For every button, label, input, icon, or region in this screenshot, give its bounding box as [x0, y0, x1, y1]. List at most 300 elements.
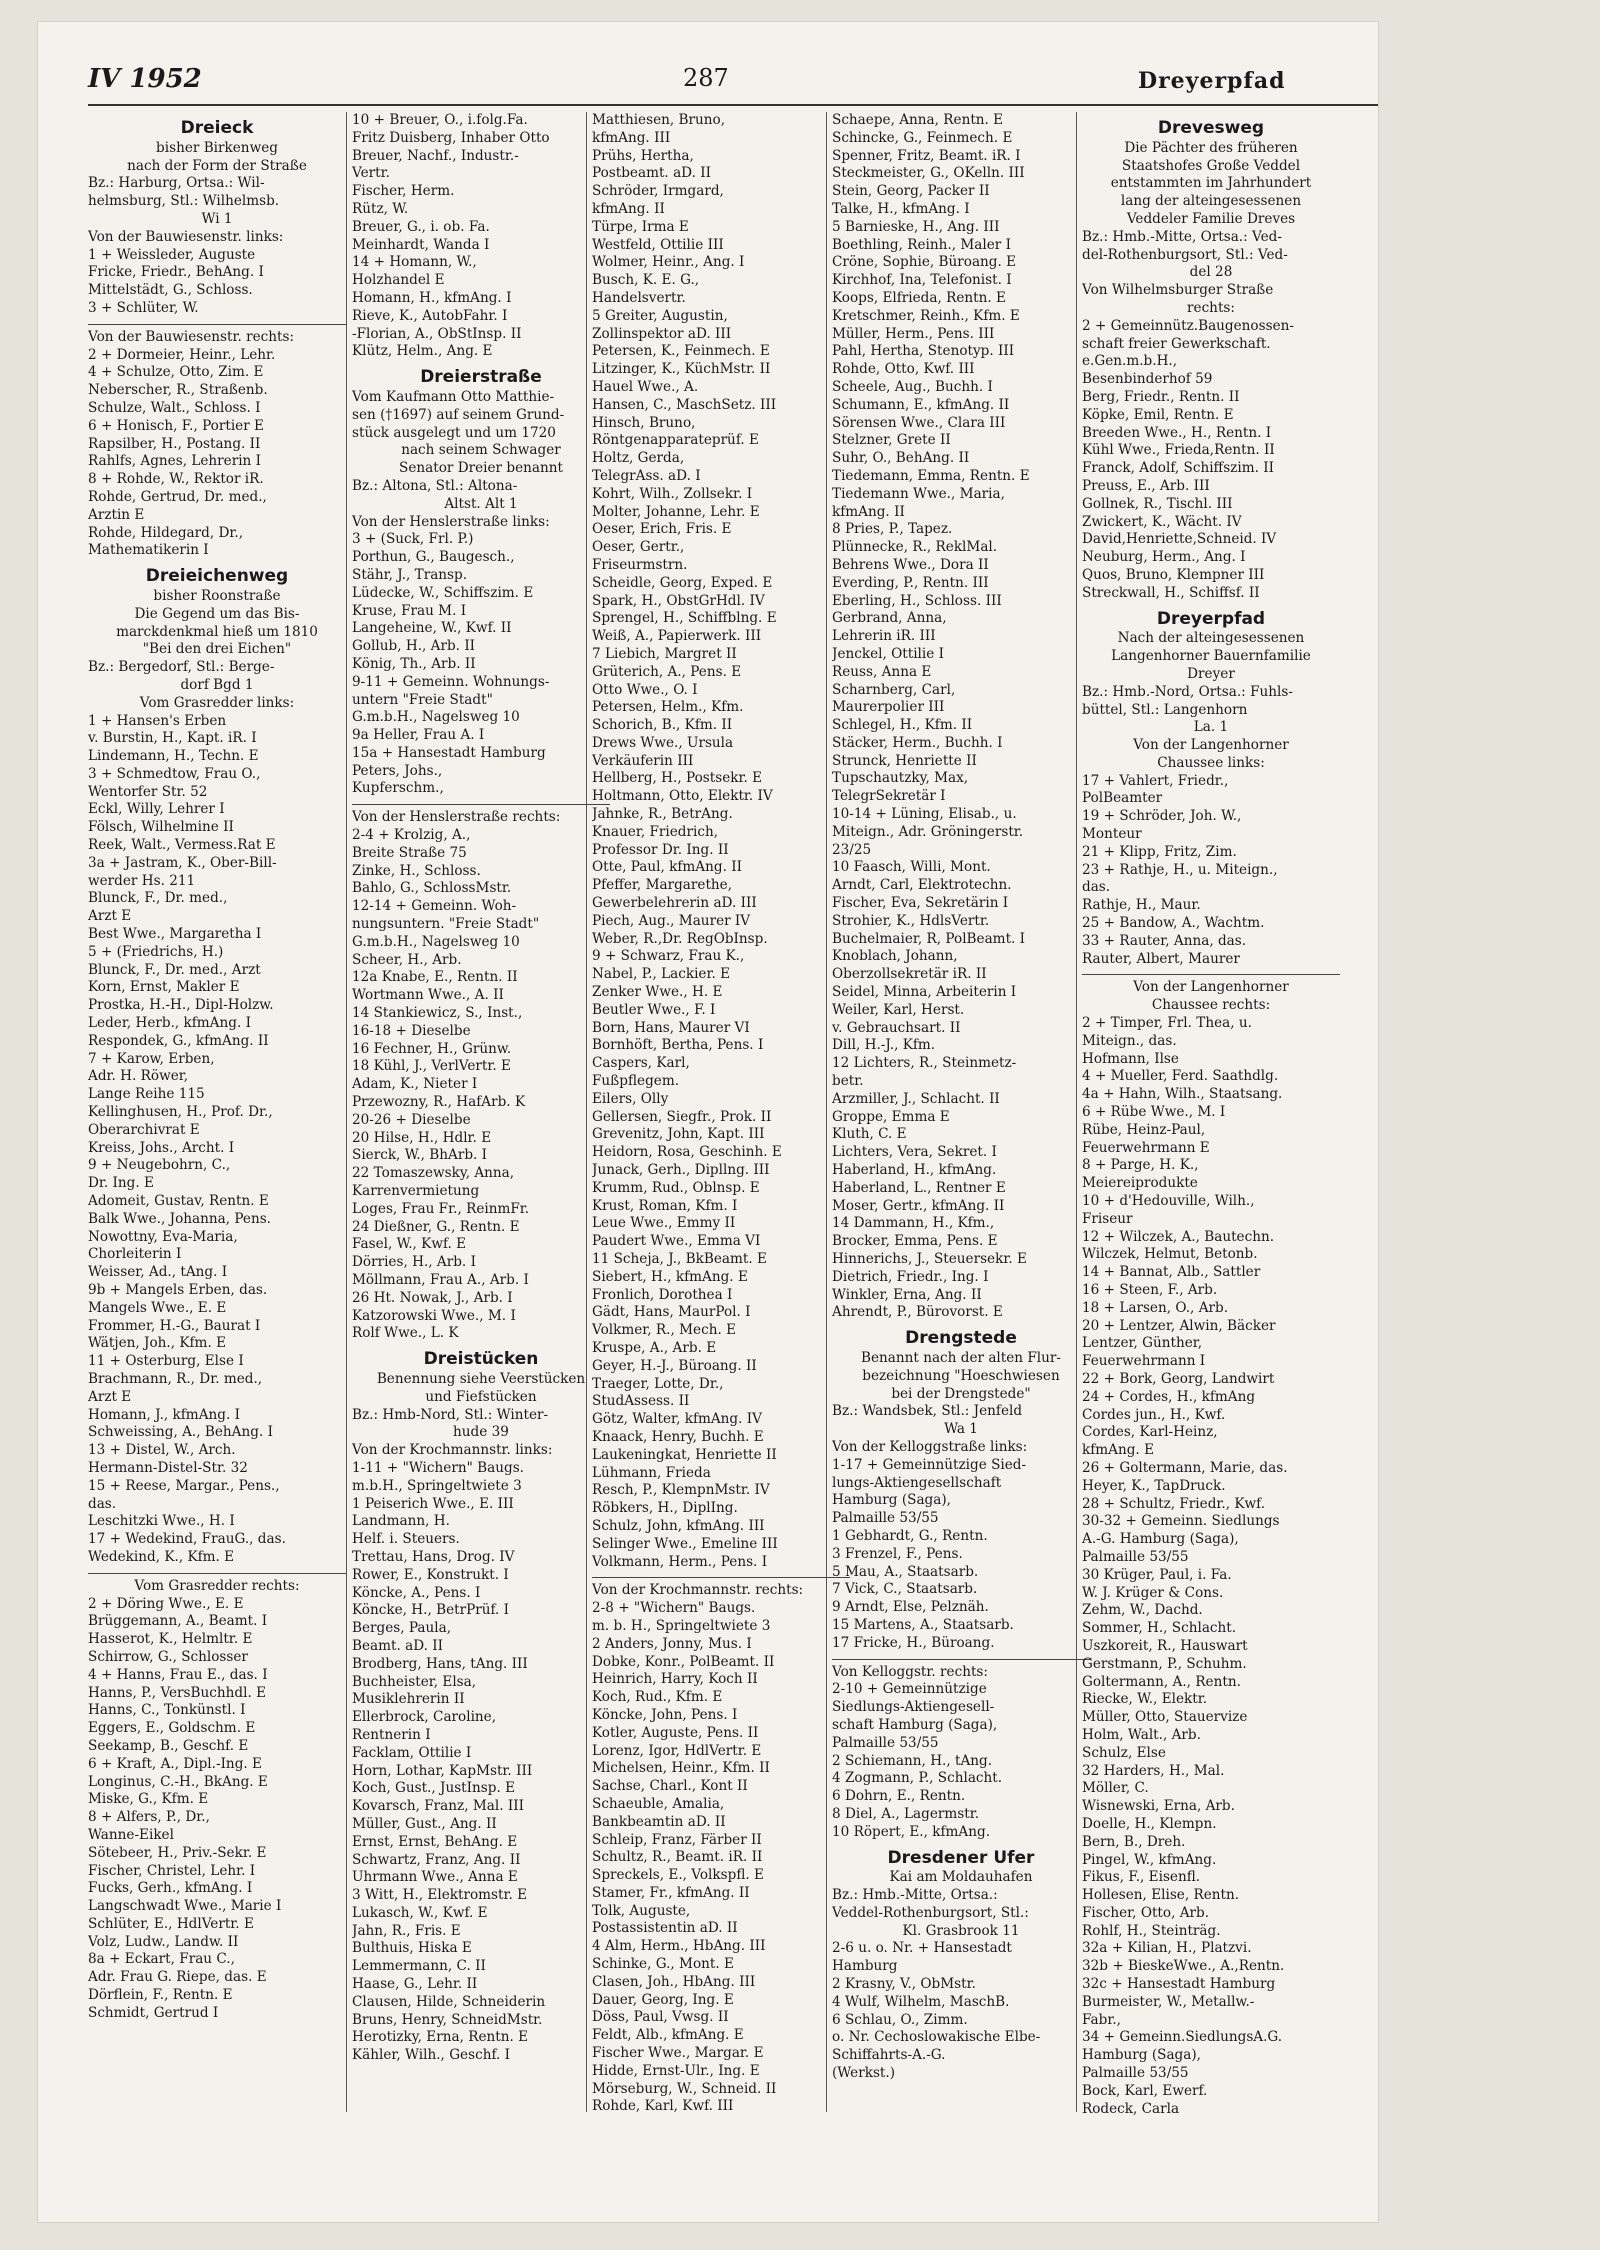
directory-entry: Tiedemann Wwe., Maria, — [832, 485, 1005, 502]
directory-entry: Hansen, C., MaschSetz. III — [592, 396, 777, 413]
directory-entry: Mathematikerin I — [88, 542, 209, 559]
directory-entry: Tolk, Auguste, — [592, 1902, 691, 1919]
directory-entry: 6 Dohrn, E., Rentn. — [832, 1788, 966, 1805]
directory-entry: Molter, Johanne, Lehr. E — [592, 503, 760, 520]
directory-entry: Meiereiprodukte — [1082, 1175, 1198, 1192]
column-1 — [88, 112, 346, 2192]
directory-entry: 33 + Rauter, Anna, das. — [1082, 932, 1247, 949]
directory-entry: Hasserot, K., Helmltr. E — [88, 1631, 253, 1648]
directory-entry: Bern, B., Dreh. — [1082, 1833, 1186, 1850]
directory-entry: Knauer, Friedrich, — [592, 823, 719, 840]
directory-entry: StudAssess. II — [592, 1393, 690, 1410]
directory-entry: Eilers, Olly — [592, 1090, 669, 1107]
directory-entry: Fucks, Gerh., kfmAng. I — [88, 1880, 253, 1897]
directory-entry: Von der Kelloggstraße links: — [832, 1438, 1028, 1455]
directory-entry: 16 + Steen, F., Arb. — [1082, 1282, 1218, 1298]
street-note: Vom Grasredder links: — [139, 694, 295, 711]
directory-entry: del-Rothenburgsort, Stl.: Ved- — [1082, 246, 1288, 263]
directory-entry: Schincke, G., Feinmech. E — [832, 129, 1013, 146]
directory-entry: Palmaille 53/55 — [1082, 1548, 1189, 1565]
directory-entry: Chorleiterin I — [88, 1246, 182, 1263]
directory-entry: Oberarchivrat E — [88, 1121, 200, 1138]
directory-entry: Berg, Friedr., Rentn. II — [1082, 388, 1240, 405]
directory-entry: Sachse, Charl., Kont II — [592, 1778, 748, 1795]
directory-entry: Bz.: Hmb.-Nord, Ortsa.: Fuhls- — [1082, 683, 1293, 700]
directory-entry: Miteign., Adr. Gröningerstr. — [832, 823, 1024, 840]
directory-entry: Hanns, P., VersBuchhdl. E — [88, 1684, 267, 1701]
directory-entry: Scheidle, Georg, Exped. E — [592, 574, 773, 591]
directory-entry: 11 + Osterburg, Else I — [88, 1353, 244, 1370]
directory-entry: Gädt, Hans, MaurPol. I — [592, 1304, 751, 1321]
directory-entry: Litzinger, K., KüchMstr. II — [592, 361, 771, 378]
directory-entry: Koch, Rud., Kfm. E — [592, 1689, 723, 1706]
directory-entry: Siebert, H., kfmAng. E — [592, 1268, 748, 1285]
directory-entry: Breeden Wwe., H., Rentn. I — [1082, 424, 1272, 441]
directory-entry: Hamburg (Saga), — [1082, 2047, 1201, 2064]
directory-entry: 14 Stankiewicz, S., Inst., — [352, 1005, 523, 1022]
directory-entry: 24 Dießner, G., Rentn. E — [352, 1218, 520, 1235]
directory-entry: Vertr. — [352, 165, 390, 182]
directory-entry: Seekamp, B., Geschf. E — [88, 1737, 249, 1754]
directory-entry: Rahlfs, Agnes, Lehrerin I — [88, 453, 262, 470]
directory-entry: Beamt. aD. II — [352, 1637, 444, 1654]
directory-entry: Pfeffer, Margarethe, — [592, 877, 733, 894]
directory-entry: Nabel, P., Lackier. E — [592, 966, 731, 983]
directory-entry: Monteur — [1082, 826, 1142, 843]
directory-entry: 2 + Dormeier, Heinr., Lehr. — [88, 346, 276, 363]
street-note: La. 1 — [1193, 719, 1229, 736]
directory-entry: Klütz, Helm., Ang. E — [352, 343, 493, 360]
directory-entry: 6 Schlau, O., Zimm. — [832, 2011, 968, 2028]
directory-entry: Prostka, H.-H., Dipl-Holzw. — [88, 997, 274, 1014]
street-note: bisher Birkenweg — [156, 139, 278, 156]
directory-entry: Hanns, C., Tonkünstl. I — [88, 1702, 246, 1719]
directory-entry: Strohier, K., HdlsVertr. — [832, 912, 990, 929]
directory-entry: Fikus, F., Eisenfl. — [1082, 1869, 1201, 1886]
directory-entry: Oeser, Gertr., — [592, 539, 685, 556]
directory-entry: Knaack, Henry, Buchh. E — [592, 1428, 764, 1445]
directory-entry: Von der Krochmannstr. links: — [352, 1442, 553, 1459]
street-note: Wa 1 — [944, 1421, 978, 1438]
directory-entry: Neuburg, Herm., Ang. I — [1082, 549, 1246, 566]
directory-entry: PolBeamter — [1082, 790, 1163, 807]
directory-entry: schaft Hamburg (Saga), — [832, 1716, 998, 1733]
directory-entry: 5 Barnieske, H., Ang. III — [832, 218, 1000, 235]
directory-entry: untern "Freie Stadt" — [352, 691, 493, 708]
directory-entry: Krumm, Rud., Oblnsp. E — [592, 1179, 760, 1196]
directory-entry: Longinus, C.-H., BkAng. E — [88, 1773, 268, 1790]
directory-entry: Müller, Herm., Pens. III — [832, 325, 995, 342]
directory-entry: Zehm, W., Dachd. — [1082, 1602, 1203, 1619]
directory-entry: helmsburg, Stl.: Wilhelmsb. — [88, 193, 280, 210]
directory-entry: Hinsch, Bruno, — [592, 414, 696, 431]
directory-entry: Rohde, Hildegard, Dr., — [88, 524, 244, 541]
directory-entry: Dr. Ing. E — [88, 1175, 154, 1192]
directory-entry: Bz.: Altona, Stl.: Altona- — [352, 477, 518, 494]
directory-entry: Berges, Paula, — [352, 1620, 452, 1637]
directory-entry: kfmAng. II — [592, 200, 665, 217]
running-head: Dreyerpfad — [1138, 68, 1286, 94]
directory-entry: Postbeamt. aD. II — [592, 165, 711, 182]
directory-entry: Lehrerin iR. III — [832, 628, 936, 645]
directory-entry: Breuer, G., i. ob. Fa. — [352, 218, 490, 235]
directory-entry: David,Henriette,Schneid. IV — [1082, 531, 1277, 548]
directory-entry: 2 + Timper, Frl. Thea, u. — [1082, 1015, 1252, 1032]
directory-entry: Leschitzki Wwe., H. I — [88, 1513, 235, 1530]
street-note: Kl. Grasbrook 11 — [902, 1922, 1020, 1939]
directory-entry: schaft freier Gewerkschaft. — [1082, 335, 1271, 352]
directory-entry: Heidorn, Rosa, Geschinh. E — [592, 1144, 782, 1161]
directory-entry: Uszkoreit, R., Hauswart — [1082, 1637, 1248, 1654]
directory-entry: Mörseburg, W., Schneid. II — [592, 2080, 777, 2097]
directory-entry: 8 + Rohde, W., Rektor iR. — [88, 471, 264, 488]
directory-entry: Schröder, Irmgard, — [592, 183, 724, 200]
directory-entry: 9 Arndt, Else, Pelznäh. — [832, 1599, 989, 1616]
directory-entry: 8 + Parge, H. K., — [1082, 1157, 1199, 1174]
directory-entry: 8 Diel, A., Lagermstr. — [832, 1805, 980, 1822]
directory-entry: Nowottny, Eva-Maria, — [88, 1228, 238, 1245]
directory-entry: Bulthuis, Hiska E — [352, 1940, 472, 1957]
directory-entry: Clausen, Hilde, Schneiderin — [352, 1993, 546, 2010]
directory-entry: Rodeck, Carla — [1082, 2100, 1180, 2117]
directory-entry: Arndt, Carl, Elektrotechn. — [832, 877, 1012, 894]
directory-entry: Schmidt, Gertrud I — [88, 2004, 219, 2021]
directory-entry: 22 + Bork, Georg, Landwirt — [1082, 1370, 1275, 1387]
directory-entry: Drews Wwe., Ursula — [592, 734, 734, 751]
directory-entry: Grevenitz, John, Kapt. III — [592, 1126, 765, 1143]
directory-entry: Dietrich, Friedr., Ing. I — [832, 1268, 989, 1285]
directory-entry: Behrens Wwe., Dora II — [832, 556, 989, 573]
directory-entry: Von Kelloggstr. rechts: — [832, 1663, 988, 1680]
directory-entry: 1-17 + Gemeinnützige Sied- — [832, 1456, 1027, 1473]
directory-entry: Holtz, Gerda, — [592, 450, 685, 467]
directory-entry: Quos, Bruno, Klempner III — [1082, 566, 1265, 583]
directory-entry: Gollub, H., Arb. II — [352, 638, 476, 655]
directory-entry: Weiler, Karl, Herst. — [832, 1001, 965, 1018]
directory-entry: Clasen, Joh., HbAng. III — [592, 1973, 756, 1990]
directory-entry: 2-10 + Gemeinnützige — [832, 1681, 987, 1698]
directory-entry: Grüterich, A., Pens. E — [592, 663, 742, 680]
directory-entry: 1 + Hansen's Erben — [88, 712, 227, 729]
directory-entry: Jenckel, Ottilie I — [832, 645, 944, 662]
directory-entry: Riecke, W., Elektr. — [1082, 1691, 1208, 1708]
directory-entry: Schiffahrts-A.-G. — [832, 2047, 946, 2064]
directory-entry: Feldt, Alb., kfmAng. E — [592, 2027, 744, 2044]
street-note: "Bei den drei Eichen" — [142, 641, 292, 658]
street-heading: Dreieck — [180, 118, 254, 138]
directory-entry: Haberland, H., kfmAng. — [832, 1162, 997, 1179]
street-note: dorf Bgd 1 — [180, 676, 254, 693]
directory-entry: (Werkst.) — [832, 2065, 896, 2082]
directory-entry: Adam, K., Nieter I — [352, 1076, 478, 1093]
street-note: Chaussee links: — [1157, 754, 1265, 771]
directory-entry: 2 Anders, Jonny, Mus. I — [592, 1635, 752, 1652]
directory-entry: 1 Gebhardt, G., Rentn. — [832, 1527, 988, 1544]
directory-entry: Reuss, Anna E — [832, 663, 932, 680]
directory-entry: werder Hs. 211 — [88, 872, 196, 889]
column-divider — [1076, 112, 1077, 2112]
directory-entry: Rieve, K., AutobFahr. I — [352, 307, 508, 324]
directory-entry: Volkmann, Herm., Pens. I — [592, 1553, 768, 1570]
directory-entry: Schweissing, A., BehAng. I — [88, 1424, 273, 1441]
directory-entry: Sötebeer, H., Priv.-Sekr. E — [88, 1844, 267, 1861]
directory-entry: Gewerbelehrerin aD. III — [592, 895, 757, 912]
directory-entry: 8 + Alfers, P., Dr., — [88, 1809, 210, 1826]
directory-entry: Fischer, Christel, Lehr. I — [88, 1862, 256, 1879]
directory-entry: Peters, Johs., — [352, 762, 443, 779]
directory-entry: Professor Dr. Ing. II — [592, 841, 729, 858]
directory-entry: Stäcker, Herm., Buchh. I — [832, 734, 1003, 751]
directory-entry: Jahn, R., Fris. E — [352, 1922, 461, 1939]
directory-entry: Wolmer, Heinr., Ang. I — [592, 254, 745, 271]
directory-entry: Maurerpolier III — [832, 699, 945, 716]
directory-entry: Fronlich, Dorothea I — [592, 1286, 733, 1303]
directory-entry: 8a + Eckart, Frau C., — [88, 1951, 235, 1968]
directory-entry: Ahrendt, P., Bürovorst. E — [832, 1304, 1003, 1321]
directory-entry: Sprengel, H., Schiffblng. E — [592, 610, 777, 627]
directory-entry: Sörensen Wwe., Clara III — [832, 414, 1006, 431]
directory-entry: Mangels Wwe., E. E — [88, 1299, 227, 1316]
column-divider — [586, 112, 587, 2112]
directory-entry: Schlegel, H., Kfm. II — [832, 717, 973, 734]
directory-entry: Besenbinderhof 59 — [1082, 371, 1213, 388]
directory-entry: Lentzer, Günther, — [1082, 1335, 1203, 1352]
directory-entry: Arzt E — [88, 1388, 132, 1405]
directory-entry: Zenker Wwe., H. E — [592, 984, 723, 1001]
directory-entry: Verkäuferin III — [592, 752, 694, 769]
directory-entry: stück ausgelegt und um 1720 — [352, 424, 556, 441]
directory-entry: Rower, E., Konstrukt. I — [352, 1566, 509, 1583]
directory-entry: Fischer, Otto, Arb. — [1082, 1904, 1210, 1921]
street-note: Die Gegend um das Bis- — [134, 605, 300, 622]
section-separator — [88, 324, 346, 325]
directory-entry: Schorich, B., Kfm. II — [592, 717, 733, 734]
directory-entry: Lorenz, Igor, HdlVertr. E — [592, 1742, 762, 1759]
directory-entry: Rapsilber, H., Postang. II — [88, 435, 261, 452]
directory-entry: Fasel, W., Kwf. E — [352, 1236, 467, 1253]
directory-entry: Boethling, Reinh., Maler I — [832, 236, 1011, 253]
directory-entry: TelegrAss. aD. I — [592, 467, 701, 484]
directory-entry: Spreckels, E., Volkspfl. E — [592, 1867, 764, 1884]
column-4 — [832, 112, 1090, 2192]
street-note: nach seinem Schwager — [401, 442, 561, 459]
directory-entry: 1-11 + "Wichern" Baugs. — [352, 1459, 524, 1476]
directory-entry: Otto Wwe., O. I — [592, 681, 698, 698]
directory-entry: 3 Witt, H., Elektromstr. E — [352, 1887, 528, 1904]
directory-entry: Müller, Otto, Stauervize — [1082, 1709, 1248, 1726]
directory-entry: Möller, C. — [1082, 1780, 1149, 1797]
directory-entry: Fabr., — [1082, 2011, 1121, 2028]
directory-entry: Röbkers, H., DiplIng. — [592, 1500, 738, 1517]
directory-entry: 12-14 + Gemeinn. Woh- — [352, 898, 517, 915]
directory-entry: Dobke, Konr., PolBeamt. II — [592, 1653, 775, 1670]
street-note: Chaussee rechts: — [1151, 997, 1271, 1014]
directory-entry: Leder, Herb., kfmAng. I — [88, 1015, 251, 1032]
directory-entry: das. — [1082, 879, 1111, 896]
directory-entry: Brachmann, R., Dr. med., — [88, 1370, 263, 1387]
directory-entry: Frommer, H.-G., Baurat I — [88, 1317, 261, 1334]
directory-entry: 34 + Gemeinn.SiedlungsA.G. — [1082, 2029, 1283, 2046]
directory-entry: Matthiesen, Bruno, — [592, 112, 726, 128]
directory-entry: 5 Greiter, Augustin, — [592, 307, 728, 324]
directory-entry: A.-G. Hamburg (Saga), — [1082, 1531, 1239, 1548]
directory-entry: Rolf Wwe., L. K — [352, 1325, 459, 1342]
directory-entry: 17 + Vahlert, Friedr., — [1082, 772, 1229, 789]
directory-entry: Ellerbrock, Caroline, — [352, 1709, 497, 1726]
directory-entry: Homann, H., kfmAng. I — [352, 289, 512, 306]
directory-entry: büttel, Stl.: Langenhorn — [1082, 701, 1248, 718]
street-heading: Dreistücken — [423, 1349, 539, 1370]
directory-entry: W. J. Krüger & Cons. — [1082, 1584, 1224, 1601]
directory-entry: 3 + Schmedtow, Frau O., — [88, 765, 261, 782]
directory-entry: 2-8 + "Wichern" Baugs. — [592, 1600, 756, 1617]
directory-entry: Rathje, H., Maur. — [1082, 897, 1201, 914]
directory-entry: Veddel-Rothenburgsort, Stl.: — [832, 1904, 1029, 1921]
directory-entry: Reek, Walt., Vermess.Rat E — [88, 837, 276, 854]
directory-entry: 5 + (Friedrichs, H.) — [88, 943, 224, 960]
directory-entry: Wisnewski, Erna, Arb. — [1082, 1798, 1235, 1815]
directory-entry: Schaepe, Anna, Rentn. E — [832, 112, 1004, 128]
directory-entry: Sommer, H., Schlacht. — [1082, 1620, 1237, 1637]
directory-entry: Scheele, Aug., Buchh. I — [832, 378, 993, 395]
directory-entry: Schulz, John, kfmAng. III — [592, 1517, 765, 1534]
directory-entry: Bornhöft, Bertha, Pens. I — [592, 1037, 764, 1054]
directory-entry: Rohde, Otto, Kwf. III — [832, 361, 975, 378]
directory-entry: 13 + Distel, W., Arch. — [88, 1442, 236, 1459]
directory-entry: Blunck, F., Dr. med., — [88, 890, 228, 907]
directory-entry: Hauel Wwe., A. — [592, 378, 699, 395]
directory-entry: Buchheister, Elsa, — [352, 1673, 477, 1690]
directory-entry: 32 Harders, H., Mal. — [1082, 1762, 1225, 1779]
directory-entry: Friseur — [1082, 1210, 1133, 1227]
directory-entry: Lühmann, Frieda — [592, 1464, 711, 1481]
directory-entry: v. Burstin, H., Kapt. iR. I — [88, 730, 257, 747]
directory-entry: Bahlo, G., SchlossMstr. — [352, 880, 512, 897]
directory-entry: Rütz, W. — [352, 200, 409, 217]
directory-entry: Schultz, R., Beamt. iR. II — [592, 1849, 763, 1866]
street-heading: Dreierstraße — [420, 367, 542, 388]
directory-entry: Goltermann, A., Rentn. — [1082, 1673, 1241, 1690]
directory-entry: Arztin E — [88, 506, 145, 523]
directory-entry: 19 + Schröder, Joh. W., — [1082, 808, 1242, 825]
directory-entry: Köpke, Emil, Rentn. E — [1082, 406, 1234, 423]
directory-entry: Wedekind, K., Kfm. E — [88, 1548, 235, 1565]
directory-entry: Dörries, H., Arb. I — [352, 1254, 476, 1271]
directory-entry: 16 Fechner, H., Grünw. — [352, 1040, 512, 1057]
directory-entry: König, Th., Arb. II — [352, 655, 476, 672]
directory-entry: Westfeld, Ottilie III — [592, 236, 724, 253]
directory-entry: Koch, Gust., JustInsp. E — [352, 1780, 516, 1797]
directory-entry: m. b. H., Springeltwiete 3 — [592, 1617, 771, 1634]
directory-entry: Adr. Frau G. Riepe, das. E — [88, 1969, 267, 1986]
directory-entry: Miske, G., Kfm. E — [88, 1791, 209, 1808]
directory-entry: Heinrich, Harry, Koch II — [592, 1671, 758, 1688]
directory-entry: 21 + Klipp, Fritz, Zim. — [1082, 843, 1237, 860]
directory-entry: Türpe, Irma E — [592, 218, 689, 235]
page-header — [48, 50, 1378, 100]
directory-entry: Palmaille 53/55 — [832, 1510, 939, 1527]
directory-entry: Traeger, Lotte, Dr., — [592, 1375, 724, 1392]
street-heading: Dresdener Ufer — [887, 1847, 1035, 1868]
directory-entry: 10 Röpert, E., kfmAng. — [832, 1823, 991, 1840]
directory-entry: Bruns, Henry, SchneidMstr. — [352, 2011, 543, 2028]
directory-entry: 1 + Weissleder, Auguste — [88, 246, 256, 263]
directory-entry: 4 Wulf, Wilhelm, MaschB. — [832, 1993, 1010, 2010]
directory-entry: Weber, R.,Dr. RegObInsp. — [592, 930, 768, 947]
directory-entry: Beutler Wwe., F. I — [592, 1001, 716, 1018]
directory-entry: Arzmiller, J., Schlacht. II — [832, 1090, 1000, 1107]
directory-entry: Lindemann, H., Techn. E — [88, 748, 259, 765]
directory-entry: Lichters, Vera, Sekret. I — [832, 1144, 997, 1161]
directory-entry: Kruse, Frau M. I — [352, 602, 467, 619]
directory-entry: Dörflein, F., Rentn. E — [88, 1987, 233, 2004]
directory-entry: Holtmann, Otto, Elektr. IV — [592, 788, 773, 805]
directory-entry: 20 Hilse, H., Hdlr. E — [352, 1129, 492, 1146]
directory-entry: 32c + Hansestadt Hamburg — [1082, 1976, 1276, 1993]
directory-entry: G.m.b.H., Nagelsweg 10 — [352, 709, 520, 726]
directory-entry: Talke, H., kfmAng. I — [832, 200, 970, 217]
directory-entry: Zollinspektor aD. III — [592, 325, 732, 342]
directory-entry: Schinke, G., Mont. E — [592, 1956, 734, 1973]
directory-entry: kfmAng. II — [832, 503, 905, 520]
directory-entry: Best Wwe., Margaretha I — [88, 926, 262, 943]
directory-entry: Kellinghusen, H., Prof. Dr., — [88, 1104, 273, 1121]
directory-entry: Miteign., das. — [1082, 1032, 1177, 1049]
directory-entry: Holm, Walt., Arb. — [1082, 1726, 1201, 1743]
directory-entry: Junack, Gerh., Dipllng. III — [592, 1162, 770, 1179]
directory-entry: Bankbeamtin aD. II — [592, 1813, 726, 1830]
directory-entry: 15a + Hansestadt Hamburg — [352, 744, 546, 761]
directory-entry: Strunck, Henriette II — [832, 752, 977, 769]
directory-entry: Götz, Walter, kfmAng. IV — [592, 1411, 762, 1428]
directory-entry: Petersen, K., Feinmech. E — [592, 343, 770, 360]
directory-entry: Hermann-Distel-Str. 32 — [88, 1459, 248, 1476]
directory-entry: 24 + Cordes, H., kfmAng — [1082, 1388, 1256, 1405]
directory-entry: 18 + Larsen, O., Arb. — [1082, 1299, 1229, 1316]
directory-entry: Rohlf, H., Steinträg. — [1082, 1922, 1221, 1939]
directory-entry: 30-32 + Gemeinn. Siedlungs — [1082, 1513, 1280, 1530]
directory-entry: 20 + Lentzer, Alwin, Bäcker — [1082, 1317, 1276, 1334]
directory-entry: Piech, Aug., Maurer IV — [592, 912, 751, 929]
directory-entry: 3a + Jastram, K., Ober-Bill- — [88, 854, 277, 871]
directory-entry: 9a Heller, Frau A. I — [352, 727, 485, 744]
directory-entry: Moser, Gertr., kfmAng. II — [832, 1197, 1005, 1214]
directory-entry: Gerbrand, Anna, — [832, 610, 947, 627]
directory-entry: Hellberg, H., Postsekr. E — [592, 770, 763, 787]
directory-entry: Eckl, Willy, Lehrer I — [88, 801, 225, 818]
directory-entry: Otte, Paul, kfmAng. II — [592, 859, 742, 876]
directory-entry: Busch, K. E. G., — [592, 272, 700, 289]
directory-entry: Stelzner, Grete II — [832, 432, 951, 449]
directory-entry: 7 Vick, C., Staatsarb. — [832, 1581, 978, 1598]
directory-entry: 6 + Kraft, A., Dipl.-Ing. E — [88, 1755, 262, 1772]
street-note: und Fiefstücken — [425, 1388, 537, 1405]
column-2 — [352, 112, 610, 2192]
column-3 — [592, 112, 850, 2192]
street-note: bezeichnung "Hoeschwiesen — [862, 1367, 1060, 1384]
directory-entry: Köncke, A., Pens. I — [352, 1584, 481, 1601]
directory-entry: Oberzollsekretär iR. II — [832, 966, 987, 983]
directory-entry: 4 Alm, Herm., HbAng. III — [592, 1938, 766, 1955]
directory-entry: Hamburg — [832, 1958, 898, 1975]
street-note: bisher Roonstraße — [153, 587, 281, 604]
directory-entry: Bz.: Hmb-Nord, Stl.: Winter- — [352, 1406, 549, 1423]
directory-entry: 3 Frenzel, F., Pens. — [832, 1545, 963, 1562]
directory-entry: Volkmer, R., Mech. E — [592, 1322, 737, 1339]
directory-entry: Kähler, Wilh., Geschf. I — [352, 2047, 511, 2064]
directory-entry: Herotizky, Erna, Rentn. E — [352, 2029, 529, 2046]
directory-entry: Prühs, Hertha, — [592, 147, 694, 164]
